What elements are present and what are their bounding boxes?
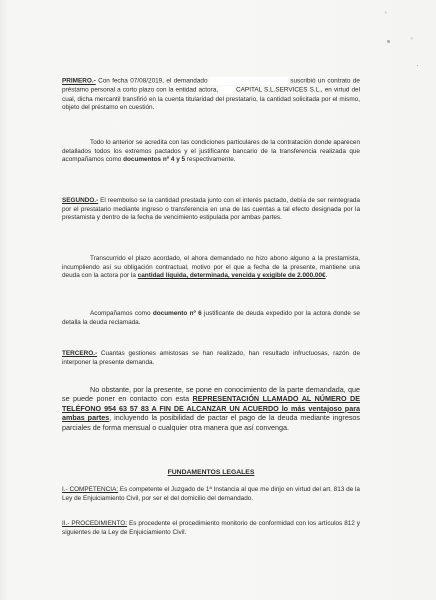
- paragraph-primero: PRIMERO.- Con fecha 07/08/2019, el demandado suscribió un contrato de préstamo personal a corto plazo con la entidad actora, CAPITAL S.L.SERVICES S.L., en virtud del cual, dicha mercantil transfirió en la cuenta titularidad del prestatario, la cantidad solicitada por el mismo, objeto del préstamo en cuestión.: [62, 77, 360, 112]
- paragraph-tercero: TERCERO.- Cuantas gestiones amistosas se han realizado, han resultado infructuosas, razón de interponer la presente demanda.: [62, 350, 360, 366]
- heading-tercero: TERCERO.-: [62, 350, 98, 357]
- paragraph-procedimiento: II.- PROCEDIMIENTO: Es procedente el procedimiento monitorio de conformidad con los artículos 812 y siguientes de la Ley de Enjuiciamiento Civil.: [62, 520, 360, 536]
- label-competencia: I.- COMPETENCIA:: [62, 486, 119, 493]
- scan-dot: [387, 40, 390, 43]
- scan-mark: ': [385, 10, 387, 20]
- scan-mark: ': [411, 36, 413, 46]
- paragraph-todo-lo-anterior: Todo lo anterior se acredita con las condiciones particulares de la contratación donde aparecen detallados todos los extremos pactados y el justificante bancario de la transferencia realizada que acompañamos como documentos nº 4 y 5 respectivamente.: [62, 139, 360, 164]
- section-title-fundamentos: FUNDAMENTOS LEGALES: [167, 469, 255, 476]
- heading-segundo: SEGUNDO.-: [62, 197, 99, 204]
- heading-primero: PRIMERO.-: [62, 77, 96, 85]
- scan-mark: ·: [416, 60, 419, 70]
- redacted-name: [210, 77, 288, 85]
- redacted-text: [220, 86, 234, 94]
- paragraph-acompanamos: Acompañamos como documento nº 6 justificante de deuda expedido por la actora donde se detalla la deuda reclamada.: [62, 310, 360, 326]
- paragraph-segundo: SEGUNDO.- El reembolso se la cantidad prestada junto con el interés pactado, debía de ser reintegrada por el prestatario mediante ingreso o transferencia en una de las cuentas a tal efecto designada por la prestamista y dentro de la fecha de vencimiento estipulada por ambas partes.: [62, 197, 360, 222]
- paragraph-no-obstante: No obstante, por la presente, se pone en conocimiento de la parte demandada, que se puede poner en contacto con esta REPRESENTACIÓN LLAMADO AL NÚMERO DE TELÉFONO 954 63 57 83 A FIN DE ALCANZAR UN ACUERDO lo más ventajoso para ambas partes, incluyendo la posibilidad de pactar el pago de la deuda mediante ingresos parciales de forma mensual o cualquier otra manera que así convenga.: [62, 385, 361, 432]
- paragraph-transcurrido: Transcurrido el plazo acordado, el ahora demandado no hizo abono alguno a la prestamista, incumpliendo así su obligación contractual, motivo por el que a fecha de la presente, mantiene una deuda con la actora por la cantidad líquida, determinada, vencida y exigible de 2.000.00€.: [62, 255, 360, 280]
- label-procedimiento: II.- PROCEDIMIENTO:: [62, 520, 128, 527]
- paragraph-competencia: I.- COMPETENCIA: Es competente el Juzgado de 1ª Instancia al que me dirijo en virtud del art. 813 de la Ley de Enjuiciamiento Civil, por ser el del domicilio del demandado.: [62, 486, 360, 502]
